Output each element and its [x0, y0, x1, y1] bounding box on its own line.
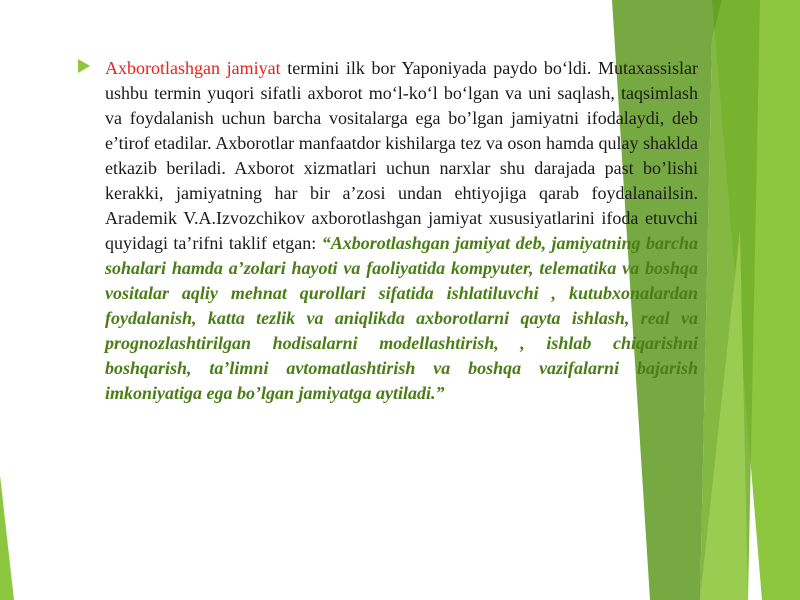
paragraph-intro: termini ilk bor Yaponiyada paydo bo‘ldi. Mutaxassislar ushbu termin yuqori sifatli axborot mo‘l-ko‘l bo‘lgan va uni saqlash, taqsimlash va foydalanish uchun barcha vositalarga ega bo’lgan jamiyatni ifodalaydi, deb e’tirof etadilar. Axborotlar manfaatdor kishilarga tez va oson hamda qulay shaklda etkazib beriladi. Axborot xizmatlari uchun narxlar shu darajada past bo’lishi kerakki, jamiyatning har bir a’zosi undan ehtiyojiga qarab foydalanailsin. Arademik V.A.Izvozchikov axborotlashgan jamiyat xususiyatlarini ifoda etuvchi quyidagi ta’rifni taklif etgan: — [105, 58, 699, 253]
definition-quote: “Axborotlashgan jamiyat deb, jamiyatning barcha sohalari hamda a’zolari hayoti va faoliyatida kompyuter, telematika va boshqa vositalar aqliy mehnat qurollari sifatida ishlatiluvchi , kutubxonalardan foydalanish, katta tezlik va aniqlikda axborotlarni qayta ishlash, real va prognozlashtirilgan hodisalarni modellashtirish, , ishlab chiqarishni boshqarish, ta’limni avtomatlashtirish va boshqa vazifalarni bajarish imkoniyatiga ega bo’lgan jamiyatga aytiladi.” — [105, 233, 699, 403]
bullet-arrow-icon — [78, 59, 90, 73]
left-green-sliver — [0, 475, 14, 600]
term-highlight: Axborotlashgan jamiyat — [105, 58, 281, 78]
slide-paragraph — [105, 56, 698, 406]
